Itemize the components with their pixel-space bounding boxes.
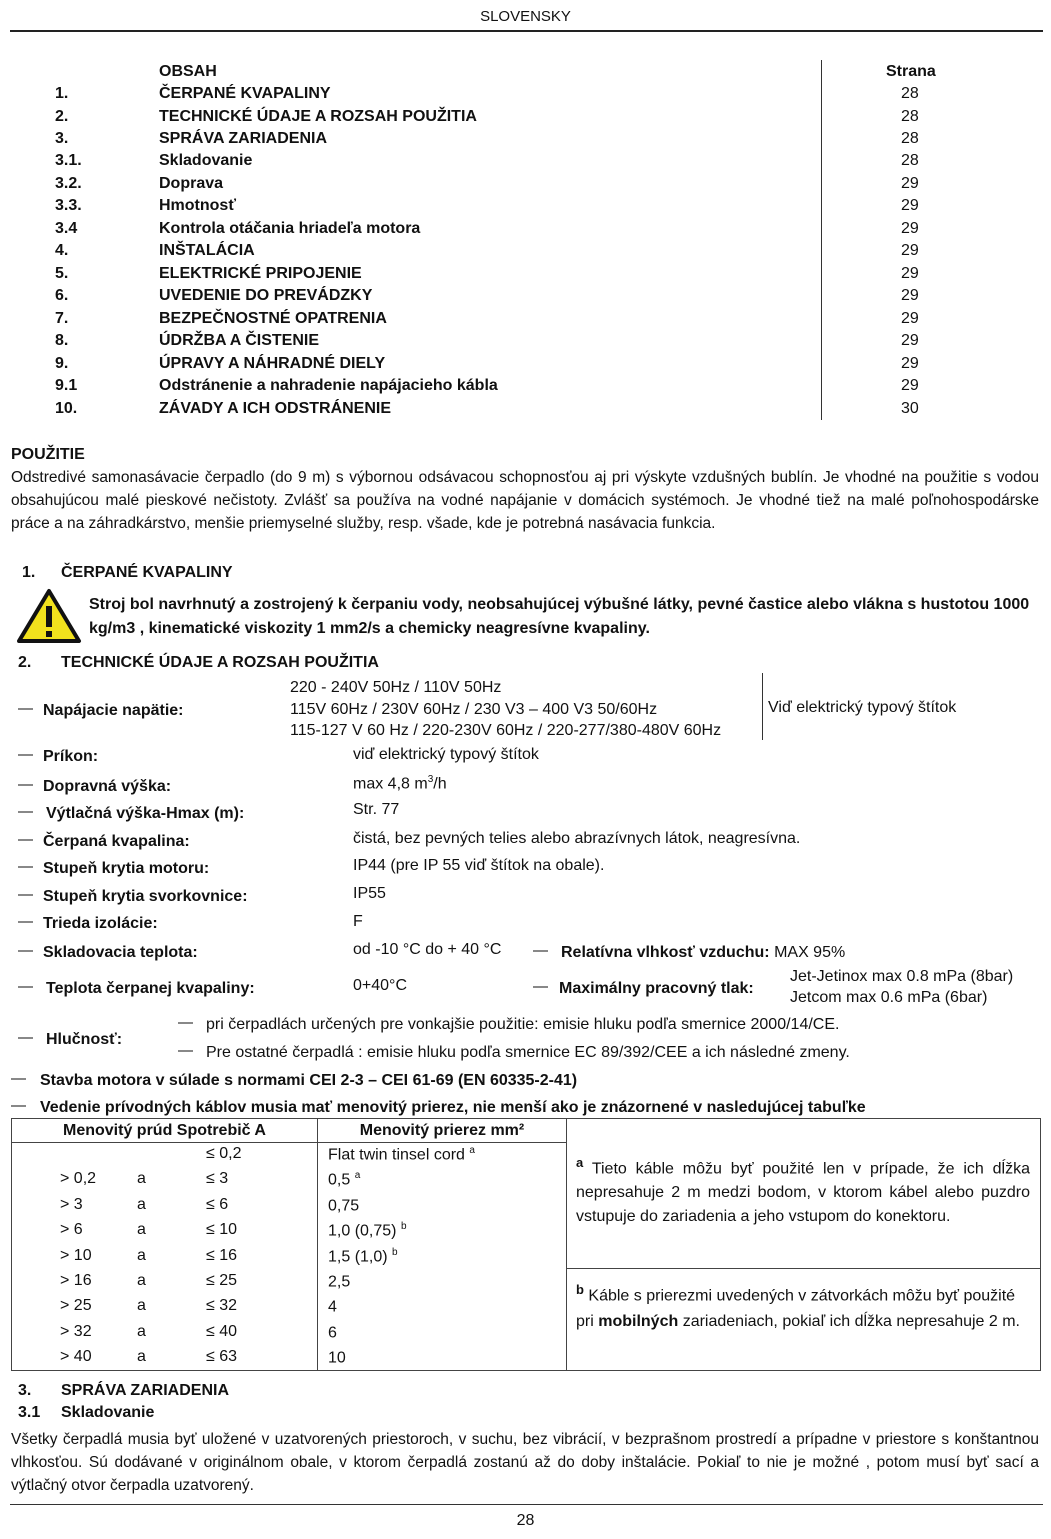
usage-title: POUŽITIE (11, 446, 85, 463)
toc-item-page: 28 (901, 152, 919, 169)
noise-value-other: Pre ostatné čerpadlá : emisie hluku podľa smernice EC 89/392/CEE a ich následné zmeny. (206, 1044, 850, 1061)
toc-item-title: Doprava (159, 175, 224, 192)
note-a (567, 1143, 1041, 1269)
toc-item-number: 3.4 (55, 220, 78, 237)
noise-label: Hlučnosť: (46, 1031, 123, 1048)
toc-item-page: 29 (901, 287, 919, 304)
note-a-mark: a (576, 1154, 584, 1170)
toc-item-title: Odstránenie a nahradenie napájacieho kábla (159, 377, 498, 394)
current-a: a (137, 1348, 146, 1366)
current-to: ≤ 10 (206, 1221, 238, 1239)
toc-item-number: 10. (55, 400, 78, 417)
supply-values (290, 677, 721, 742)
pressure-label: Maximálny pracovný tlak: (559, 980, 754, 997)
table-row (328, 1221, 563, 1245)
supply-line: 115V 60Hz / 230V 60Hz / 230 V3 – 400 V3 50/60Hz (290, 700, 658, 718)
humidity-label: Relatívna vlhkosť vzduchu: (561, 944, 770, 961)
section-note-mark: b (392, 1246, 398, 1258)
cable-section-table (11, 1118, 1041, 1371)
bullet-dash: — (178, 1042, 193, 1059)
note-a-text: Tieto káble môžu byť použité len v prípade, že ich dĺžka nepresahuje 2 m medzi bodom, v ktorom kábel alebo puzdro vstupuje do zariadenia a jeho vstupom do konektoru. (576, 1159, 1031, 1225)
toc-item (0, 130, 1051, 152)
liquid-temp-label: Teplota čerpanej kvapaliny: (46, 980, 255, 997)
toc-item-number: 3.1. (55, 152, 82, 169)
section-note-mark: b (400, 1221, 407, 1233)
liquid-temp-value: 0+40°C (353, 977, 407, 994)
toc-item-title: Kontrola otáčania hriadeľa motora (159, 220, 421, 237)
terminal-protection-label: Stupeň krytia svorkovnice: (43, 888, 248, 905)
toc-item-number: 3.3. (55, 197, 82, 214)
note-b-text-end: zariadeniach, pokiaľ ich dĺžka nepresahuje 2 m. (678, 1313, 1020, 1331)
pressure-line: Jetcom max 0.6 mPa (6bar) (790, 989, 988, 1006)
current-a: a (137, 1221, 146, 1239)
bullet-dash: — (18, 1029, 33, 1046)
humidity (561, 944, 845, 962)
section-value: 1,0 (0,75) (328, 1222, 397, 1240)
construction-text: Stavba motora v súlade s normami CEI 2-3 – CEI 61-69 (EN 60335-2-41) (40, 1072, 578, 1089)
bullet-dash: — (11, 1097, 26, 1114)
toc-item-page: 29 (901, 197, 919, 214)
table-row (12, 1170, 312, 1194)
table-row (328, 1297, 563, 1321)
header-rule (10, 30, 1043, 32)
toc-item-title: ČERPANÉ KVAPALINY (159, 85, 331, 102)
current-a: a (137, 1246, 146, 1264)
toc-item-title: TECHNICKÉ ÚDAJE A ROZSAH POUŽITIA (159, 108, 477, 125)
table-row (12, 1221, 312, 1245)
section3-1-number: 3.1 (18, 1404, 41, 1421)
head-label: Výtlačná výška-Hmax (m): (46, 805, 245, 822)
section1-warning-text: Stroj bol navrhnutý a zostrojený k čerpaniu vody, neobsahujúcej výbušné látky, pevné častice alebo vlákna s hustotou 1000 kg/m3 , kinematické viskozity 1 mm2/s a chemicky neagresívne kvapaliny. (89, 596, 1030, 637)
table-header-current: Menovitý prúd Spotrebič A (12, 1119, 318, 1143)
footer-rule (10, 1504, 1043, 1505)
power-label: Príkon: (43, 748, 99, 765)
toc-item-number: 3.2. (55, 175, 82, 192)
toc-item-number: 5. (55, 265, 69, 282)
section-value: 0,5 (328, 1171, 351, 1189)
toc-item-number: 9. (55, 355, 69, 372)
current-from: > 16 (60, 1272, 92, 1289)
toc-item (0, 108, 1051, 130)
toc-item-page: 29 (901, 220, 919, 237)
section-column (318, 1143, 567, 1371)
toc-item (0, 310, 1051, 332)
toc-item-number: 3. (55, 130, 69, 147)
toc-item (0, 85, 1051, 107)
section3-number: 3. (18, 1382, 32, 1399)
toc-item-page: 28 (901, 85, 919, 102)
toc-item-title: Skladovanie (159, 152, 253, 169)
toc-item (0, 175, 1051, 197)
section-value: 0,75 (328, 1197, 360, 1215)
storage-text: Všetky čerpadlá musia byť uložené v uzatvorených priestoroch, v suchu, bez vibrácií, v bezprašnom prostredí a prípadne v priestore s konštantnou vlhkosťou. Sú dodávané v originálnom obale, v ktorom čerpadlá zostanú až do doby inštalácie. Pokiaľ to nie je možné , potom musí byť sací a výtlačný otvor čerpadla uzatvorený. (11, 1431, 1039, 1494)
toc-item-page: 29 (901, 175, 919, 192)
supply-divider (762, 673, 763, 740)
note-b-text: Káble s prierezmi uvedených v zátvorkách môžu byť použité pri (576, 1287, 1016, 1331)
toc-item-number: 9.1 (55, 377, 78, 394)
section1-title: ČERPANÉ KVAPALINY (61, 564, 233, 581)
toc-page-header: Strana (886, 63, 936, 80)
table-row (12, 1196, 312, 1220)
current-to: ≤ 63 (206, 1348, 238, 1366)
toc-item-page: 29 (901, 242, 919, 259)
current-from: > 40 (60, 1348, 92, 1366)
toc-item-page: 30 (901, 400, 919, 417)
current-a: a (137, 1297, 146, 1315)
toc-item (0, 152, 1051, 174)
table-header-section: Menovitý prierez mm² (318, 1119, 567, 1143)
section-note-mark: a (469, 1145, 475, 1156)
pressure-values (790, 966, 1013, 1008)
toc-item-page: 29 (901, 310, 919, 327)
flow-value (353, 774, 447, 793)
current-a: a (137, 1170, 146, 1188)
bullet-dash: — (18, 746, 33, 763)
humidity-value: MAX 95% (774, 944, 846, 961)
toc-item-title: ÚPRAVY A NÁHRADNÉ DIELY (159, 355, 386, 372)
table-row (12, 1247, 312, 1271)
bullet-dash: — (11, 1070, 26, 1087)
toc-item-page: 29 (901, 332, 919, 349)
table-row (328, 1247, 563, 1271)
storage-temp-label: Skladovacia teplota: (43, 944, 198, 961)
table-row (328, 1196, 563, 1220)
table-header-empty (567, 1119, 1041, 1143)
storage-temp-value: od -10 °C do + 40 °C (353, 941, 502, 958)
head-value: Str. 77 (353, 801, 400, 818)
toc-item (0, 265, 1051, 287)
supply-line: 115-127 V 60 Hz / 220-230V 60Hz / 220-277/380-480V 60Hz (290, 722, 722, 739)
flow-label: Dopravná výška: (43, 778, 172, 795)
toc-item-number: 4. (55, 242, 69, 259)
current-from: > 6 (60, 1221, 83, 1239)
toc-item-title: ZÁVADY A ICH ODSTRÁNENIE (159, 400, 392, 417)
section2-title: TECHNICKÉ ÚDAJE A ROZSAH POUŽITIA (61, 654, 379, 671)
toc-item-title: SPRÁVA ZARIADENIA (159, 130, 328, 147)
current-to: ≤ 32 (206, 1297, 238, 1315)
toc-item (0, 287, 1051, 309)
table-row (12, 1272, 312, 1296)
warning-icon (16, 588, 82, 644)
bullet-dash: — (18, 886, 33, 903)
bullet-dash: — (18, 942, 33, 959)
toc-title: OBSAH (159, 63, 217, 80)
toc-item-number: 1. (55, 85, 69, 102)
current-from: > 0,2 (60, 1170, 97, 1188)
toc-item-title: BEZPEČNOSTNÉ OPATRENIA (159, 310, 387, 327)
supply-line: 220 - 240V 50Hz / 110V 50Hz (290, 679, 502, 696)
bullet-dash: — (18, 858, 33, 875)
motor-protection-label: Stupeň krytia motoru: (43, 860, 210, 877)
toc-item-title: UVEDENIE DO PREVÁDZKY (159, 287, 373, 304)
current-a: a (137, 1195, 146, 1213)
table-row (12, 1145, 312, 1169)
page-header-language: SLOVENSKY (480, 8, 571, 25)
toc-item-page: 29 (901, 377, 919, 394)
section-value: 2,5 (328, 1273, 351, 1291)
current-to: ≤ 3 (206, 1170, 229, 1188)
section-value: 1,5 (1,0) (328, 1247, 388, 1265)
bullet-dash: — (18, 776, 33, 793)
flow-value-main: max 4,8 m (353, 775, 428, 793)
current-to: ≤ 40 (206, 1322, 238, 1340)
toc-item (0, 355, 1051, 377)
bullet-dash: — (18, 831, 33, 848)
section-value: Flat twin tinsel cord (328, 1146, 465, 1164)
table-row (328, 1323, 563, 1347)
toc-item-number: 7. (55, 310, 69, 327)
current-from: > 10 (60, 1246, 92, 1264)
note-b (567, 1269, 1041, 1371)
toc-item-title: INŠTALÁCIA (159, 242, 255, 259)
current-to: ≤ 6 (206, 1195, 229, 1213)
bullet-dash: — (18, 978, 33, 995)
bullet-dash: — (178, 1014, 193, 1031)
section2-number: 2. (18, 654, 32, 671)
toc-item (0, 400, 1051, 422)
current-from: > 3 (60, 1195, 83, 1213)
noise-value-outdoor: pri čerpadlách určených pre vonkajšie použitie: emisie hluku podľa smernice 2000/14/CE. (206, 1016, 840, 1033)
toc-item (0, 377, 1051, 399)
section3-title: SPRÁVA ZARIADENIA (61, 1382, 230, 1399)
toc-item-title: Hmotnosť (159, 197, 236, 214)
toc-item (0, 220, 1051, 242)
toc-item (0, 242, 1051, 264)
current-column (12, 1143, 318, 1371)
current-from: > 25 (60, 1297, 92, 1315)
toc-item-page: 28 (901, 108, 919, 125)
table-row (328, 1272, 563, 1296)
cables-text: Vedenie prívodných káblov musia mať menovitý prierez, nie menší ako je znázornené v nasledujúcej tabuľke (40, 1099, 866, 1116)
section1-number: 1. (22, 564, 36, 581)
current-from: > 32 (60, 1322, 92, 1340)
bullet-dash: — (18, 700, 33, 717)
bullet-dash: — (533, 942, 548, 959)
power-value: viď elektrický typový štítok (353, 746, 539, 763)
supply-label: Napájacie napätie: (43, 702, 184, 719)
terminal-protection-value: IP55 (353, 885, 386, 902)
current-a: a (137, 1272, 146, 1289)
table-row (12, 1323, 312, 1347)
bullet-dash: — (18, 803, 33, 820)
toc-item-number: 6. (55, 287, 69, 304)
current-to: ≤ 25 (206, 1272, 238, 1289)
toc-item (0, 332, 1051, 354)
table-row (12, 1348, 312, 1372)
insulation-label: Trieda izolácie: (43, 915, 158, 932)
bullet-dash: — (18, 913, 33, 930)
motor-protection-value: IP44 (pre IP 55 viď štítok na obale). (353, 857, 605, 874)
bullet-dash: — (533, 978, 548, 995)
current-a: a (137, 1322, 146, 1340)
toc-item-title: ELEKTRICKÉ PRIPOJENIE (159, 265, 362, 282)
toc-item-number: 8. (55, 332, 69, 349)
page-number: 28 (516, 1512, 535, 1529)
table-row (328, 1170, 563, 1194)
toc-item-number: 2. (55, 108, 69, 125)
table-row (328, 1145, 563, 1169)
toc-item-page: 29 (901, 265, 919, 282)
toc-item-page: 29 (901, 355, 919, 372)
flow-value-sup: 3 (427, 774, 434, 785)
liquid-value: čistá, bez pevných telies alebo abrazívnych látok, neagresívna. (353, 830, 801, 847)
section-note-mark: a (354, 1170, 361, 1182)
section-value: 10 (328, 1349, 346, 1367)
current-to: ≤ 16 (206, 1246, 238, 1264)
toc-item-page: 28 (901, 130, 919, 147)
section-value: 4 (328, 1298, 337, 1316)
note-b-mark: b (576, 1282, 584, 1297)
flow-value-unit: /h (433, 775, 447, 793)
insulation-value: F (353, 913, 363, 930)
toc-item (0, 197, 1051, 219)
table-row (12, 1297, 312, 1321)
toc-item-title: ÚDRŽBA A ČISTENIE (159, 332, 319, 349)
current-to: ≤ 0,2 (206, 1145, 242, 1162)
usage-text: Odstredivé samonasávacie čerpadlo (do 9 m) s výbornou odsávacou schopnosťou aj pri výskyte vzdušných bublín. Je vhodné na použitie s vodou obsahujúcou malé pieskové nečistoty. Zvlášť sa používa na vodné napájanie v domácich systémoch. Je vhodné tiež na malé poľnohospodárske práce a na záhradkárstvo, menšie priemyselné služby, resp. všade, kde je potrebná nasávacia funkcia. (11, 469, 1039, 532)
section3-1-title: Skladovanie (61, 1404, 155, 1421)
liquid-label: Čerpaná kvapalina: (43, 833, 190, 850)
section-value: 6 (328, 1324, 337, 1342)
pressure-line: Jet-Jetinox max 0.8 mPa (8bar) (790, 968, 1014, 985)
note-b-bold: mobilných (598, 1313, 679, 1331)
supply-note: Viď elektrický typový štítok (768, 699, 957, 716)
table-row (328, 1348, 563, 1372)
